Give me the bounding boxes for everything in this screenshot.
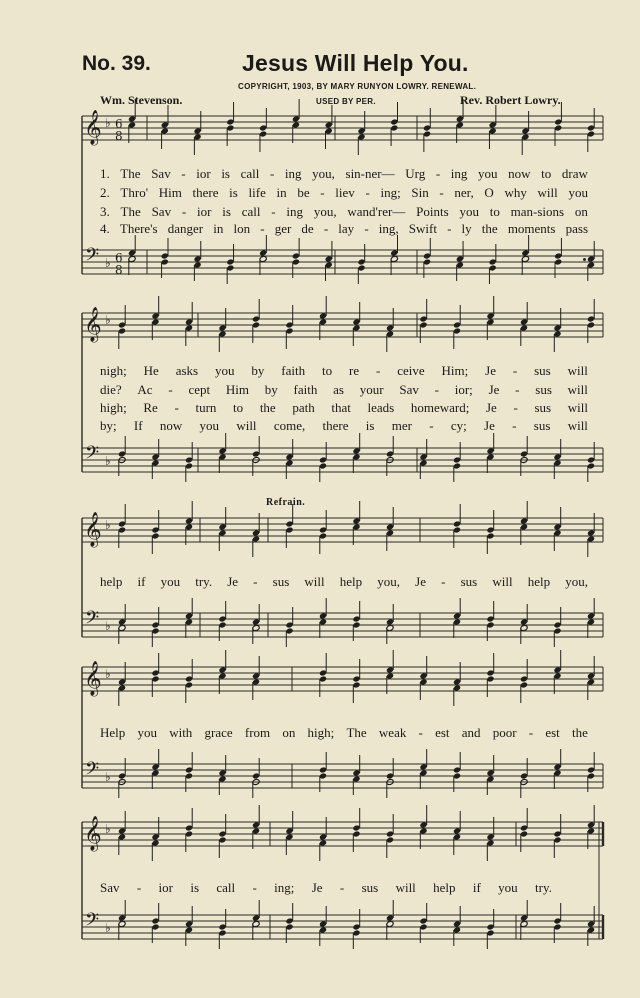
- svg-text:♭: ♭: [105, 822, 111, 836]
- composer-credit: Rev. Robert Lowry.: [460, 93, 561, 107]
- refrain-line-2: Help you with grace from on high; The weak - est and poor - est the: [100, 725, 588, 740]
- lyricist-credit: Wm. Stevenson.: [100, 93, 183, 107]
- svg-text:6: 6: [115, 251, 123, 265]
- svg-text:♭: ♭: [105, 518, 111, 532]
- verse-3-line-2: high; Re - turn to the path that leads homeward; Je - sus will: [100, 400, 588, 415]
- verse-3-line-1: 3. The Sav - ior is call - ing you, wand'rer— Points you to man-sions on: [100, 204, 588, 219]
- svg-text:𝄞: 𝄞: [84, 307, 102, 342]
- svg-text:♭: ♭: [105, 770, 111, 784]
- svg-text:𝄞: 𝄞: [84, 816, 102, 851]
- verse-1-line-1: 1. The Sav - ior is call - ing you, sin-ner— Urg - ing you now to draw: [100, 166, 588, 181]
- used-by-permission: USED BY PER.: [316, 97, 376, 106]
- svg-text:𝄞: 𝄞: [84, 661, 102, 696]
- verse-1-line-2: nigh; He asks you by faith to re - ceive Him; Je - sus will: [100, 363, 588, 378]
- page-speck: [583, 258, 586, 261]
- svg-text:♭: ♭: [105, 256, 111, 270]
- svg-text:𝄢: 𝄢: [85, 245, 100, 270]
- svg-text:♭: ♭: [105, 454, 111, 468]
- svg-text:♭: ♭: [105, 619, 111, 633]
- svg-text:♭: ♭: [105, 921, 111, 935]
- hymn-number: No. 39.: [82, 52, 151, 75]
- svg-text:𝄞: 𝄞: [84, 512, 102, 547]
- svg-text:♭: ♭: [105, 667, 111, 681]
- svg-text:𝄢: 𝄢: [85, 910, 100, 935]
- svg-text:8: 8: [115, 263, 123, 277]
- verse-2-line-2: die? Ac - cept Him by faith as your Sav - ior; Je - sus will: [100, 382, 588, 397]
- refrain-line-1: help if you try. Je - sus will help you, Je - sus will help you,: [100, 574, 588, 589]
- hymn-title: Jesus Will Help You.: [242, 50, 469, 76]
- refrain-label: Refrain.: [266, 497, 306, 508]
- svg-text:𝄢: 𝄢: [85, 443, 100, 468]
- svg-text:8: 8: [115, 129, 123, 143]
- copyright-notice: COPYRIGHT, 1903, BY MARY RUNYON LOWRY. RENEWAL.: [238, 82, 477, 91]
- svg-text:𝄢: 𝄢: [85, 608, 100, 633]
- verse-2-line-1: 2. Thro' Him there is life in be - liev - ing; Sin - ner, O why will you: [100, 185, 588, 200]
- svg-text:♭: ♭: [105, 313, 111, 327]
- verse-4-line-2: by; If now you will come, there is mer - cy; Je - sus will: [100, 418, 588, 433]
- verse-4-line-1: 4. There's danger in lon - ger de - lay - ing, Swift - ly the moments pass: [100, 221, 588, 236]
- svg-text:𝄢: 𝄢: [85, 759, 100, 784]
- svg-text:𝄞: 𝄞: [84, 110, 102, 145]
- refrain-line-3: Sav - ior is call - ing; Je - sus will help if you try.: [100, 880, 552, 895]
- svg-text:6: 6: [115, 117, 123, 131]
- svg-text:♭: ♭: [105, 116, 111, 130]
